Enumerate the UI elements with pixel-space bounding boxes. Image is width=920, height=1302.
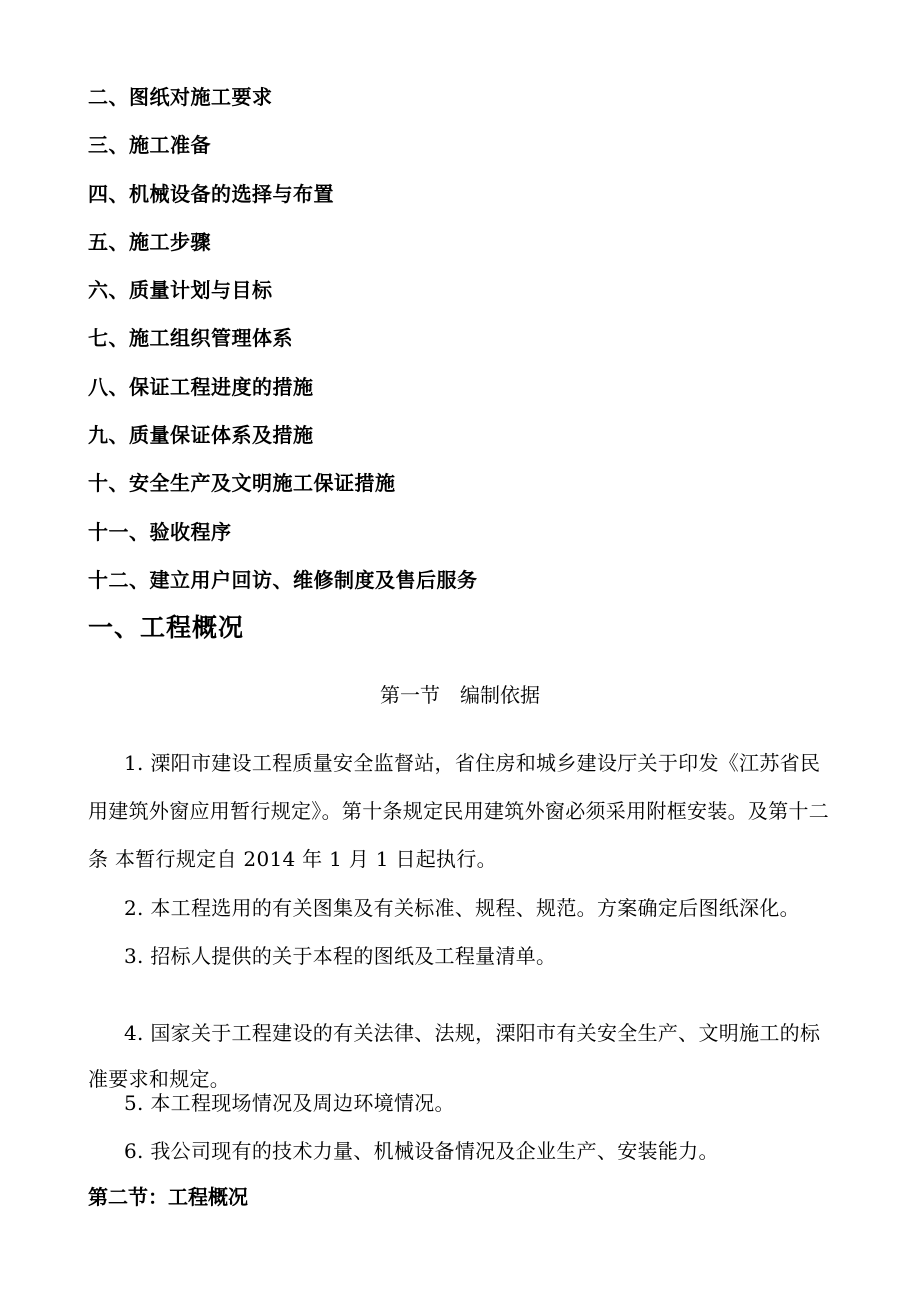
toc-item-5: 五、施工步骤 bbox=[88, 229, 211, 254]
paragraph-basis-1: 1. 溧阳市建设工程质量安全监督站，省住房和城乡建设厅关于印发《江苏省民用建筑外窗应用暂行规定》。第十条规定民用建筑外窗必须采用附框安装。及第十二条 本暂行规定自 2014 年 1 月 1 日起执行。 bbox=[88, 751, 830, 872]
toc-item-2: 二、图纸对施工要求 bbox=[88, 85, 273, 109]
paragraph-basis-2: 2. 本工程选用的有关图集及有关标准、规程、规范。方案确定后图纸深化。 bbox=[124, 896, 800, 920]
paragraph-basis-5: 5. 本工程现场情况及周边环境情况。 bbox=[124, 1091, 455, 1115]
paragraph-basis-6: 6. 我公司现有的技术力量、机械设备情况及企业生产、安装能力。 bbox=[124, 1139, 719, 1163]
section-title-basis: 第一节 编制依据 bbox=[380, 683, 540, 707]
toc-item-4: 四、机械设备的选择与布置 bbox=[88, 181, 334, 206]
toc-item-8: 八、保证工程进度的措施 bbox=[88, 374, 314, 399]
toc-item-11: 十一、验收程序 bbox=[88, 519, 232, 544]
toc-item-10: 十、安全生产及文明施工保证措施 bbox=[88, 471, 396, 496]
table-of-contents bbox=[88, 80, 848, 611]
paragraph-basis-3: 3. 招标人提供的关于本程的图纸及工程量清单。 bbox=[124, 944, 557, 968]
toc-item-3: 三、施工准备 bbox=[88, 133, 211, 158]
toc-item-9: 九、质量保证体系及措施 bbox=[88, 423, 314, 448]
toc-item-7: 七、施工组织管理体系 bbox=[88, 326, 293, 351]
paragraph-basis-4: 4. 国家关于工程建设的有关法律、法规，溧阳市有关安全生产、文明施工的标准要求和规定。 bbox=[88, 1021, 821, 1091]
toc-item-12: 十二、建立用户回访、维修制度及售后服务 bbox=[88, 567, 478, 592]
section-title-overview: 第二节：工程概况 bbox=[88, 1185, 248, 1209]
toc-item-6: 六、质量计划与目标 bbox=[88, 278, 273, 303]
chapter-title: 一、工程概况 bbox=[88, 613, 245, 642]
